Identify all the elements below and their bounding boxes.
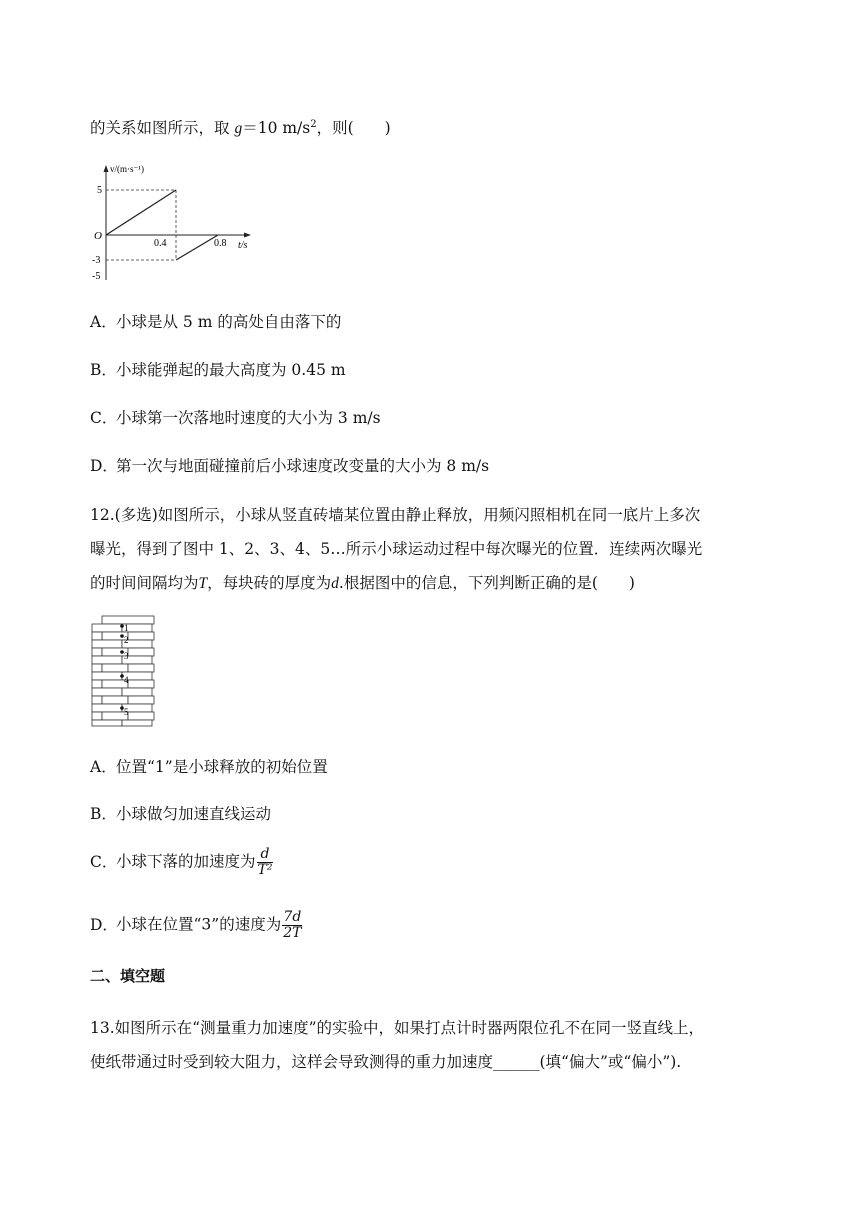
ball-label-2: 2 <box>124 635 129 645</box>
q11-option-a: A．小球是从 5 m 的高处自由落下的 <box>90 313 342 331</box>
q12-stem-line3: 的时间间隔均为T，每块砖的厚度为d.根据图中的信息，下列判断正确的是( ) <box>90 574 635 592</box>
graph-origin: O <box>94 230 102 242</box>
q12-option-b: B．小球做匀加速直线运动 <box>90 805 272 823</box>
graph-xlabel: t/s <box>238 240 248 251</box>
graph-xtick-04: 0.4 <box>154 238 167 249</box>
q12-stem-line2: 曝光，得到了图中 1、2、3、4、5…所示小球运动过程中每次曝光的位置．连续两次曝光 <box>90 540 703 558</box>
q11-option-d: D．第一次与地面碰撞前后小球速度改变量的大小为 8 m/s <box>90 457 490 475</box>
q12-option-c: C．小球下落的加速度为 $\frac{d}{\text{T²}}$ <box>90 846 273 878</box>
graph-segment-rebound <box>176 235 218 260</box>
velocity-time-graph <box>88 160 268 285</box>
section-title: 二、填空题 <box>90 967 166 985</box>
fraction-7d-over-2t: $\frac{7d}{2T}$ <box>283 909 302 941</box>
graph-ytick-neg3: -3 <box>92 255 101 266</box>
graph-segment-fall <box>106 190 176 235</box>
ball-label-5: 5 <box>124 707 129 717</box>
graph-xtick-08: 0.8 <box>214 238 227 249</box>
q12-stem-line1: 12.(多选)如图所示，小球从竖直砖墙某位置由静止释放，用频闪照相机在同一底片上多次 <box>90 506 701 524</box>
q12-option-a: A．位置“1”是小球释放的初始位置 <box>90 758 328 776</box>
fraction-d-over-t2: $\frac{d}{\text{T²}}$ <box>257 846 273 878</box>
q11-option-b: B．小球能弹起的最大高度为 0.45 m <box>90 361 346 379</box>
q13-stem-line2: 使纸带通过时受到较大阻力，这样会导致测得的重力加速度______(填“偏大”或“偏小”). <box>90 1053 682 1071</box>
q11-stem: 的关系如图所示，取 g＝10 $m/s^2$，则( ) <box>90 118 391 137</box>
q12-option-d: D．小球在位置“3”的速度为 $\frac{7d}{2T}$ <box>90 909 302 941</box>
q11-option-c: C．小球第一次落地时速度的大小为 3 m/s <box>90 409 381 427</box>
ball-label-4: 4 <box>124 675 129 685</box>
graph-ytick-5: 5 <box>97 185 102 196</box>
ball-label-1: 1 <box>124 623 129 633</box>
graph-ytick-neg5: -5 <box>92 271 101 282</box>
brick-wall-figure <box>90 614 160 728</box>
graph-ylabel: v/(m·s⁻¹) <box>110 164 144 174</box>
q13-stem-line1: 13.如图所示在“测量重力加速度”的实验中，如果打点计时器两限位孔不在同一竖直线上， <box>90 1019 705 1037</box>
ball-label-3: 3 <box>124 651 129 661</box>
